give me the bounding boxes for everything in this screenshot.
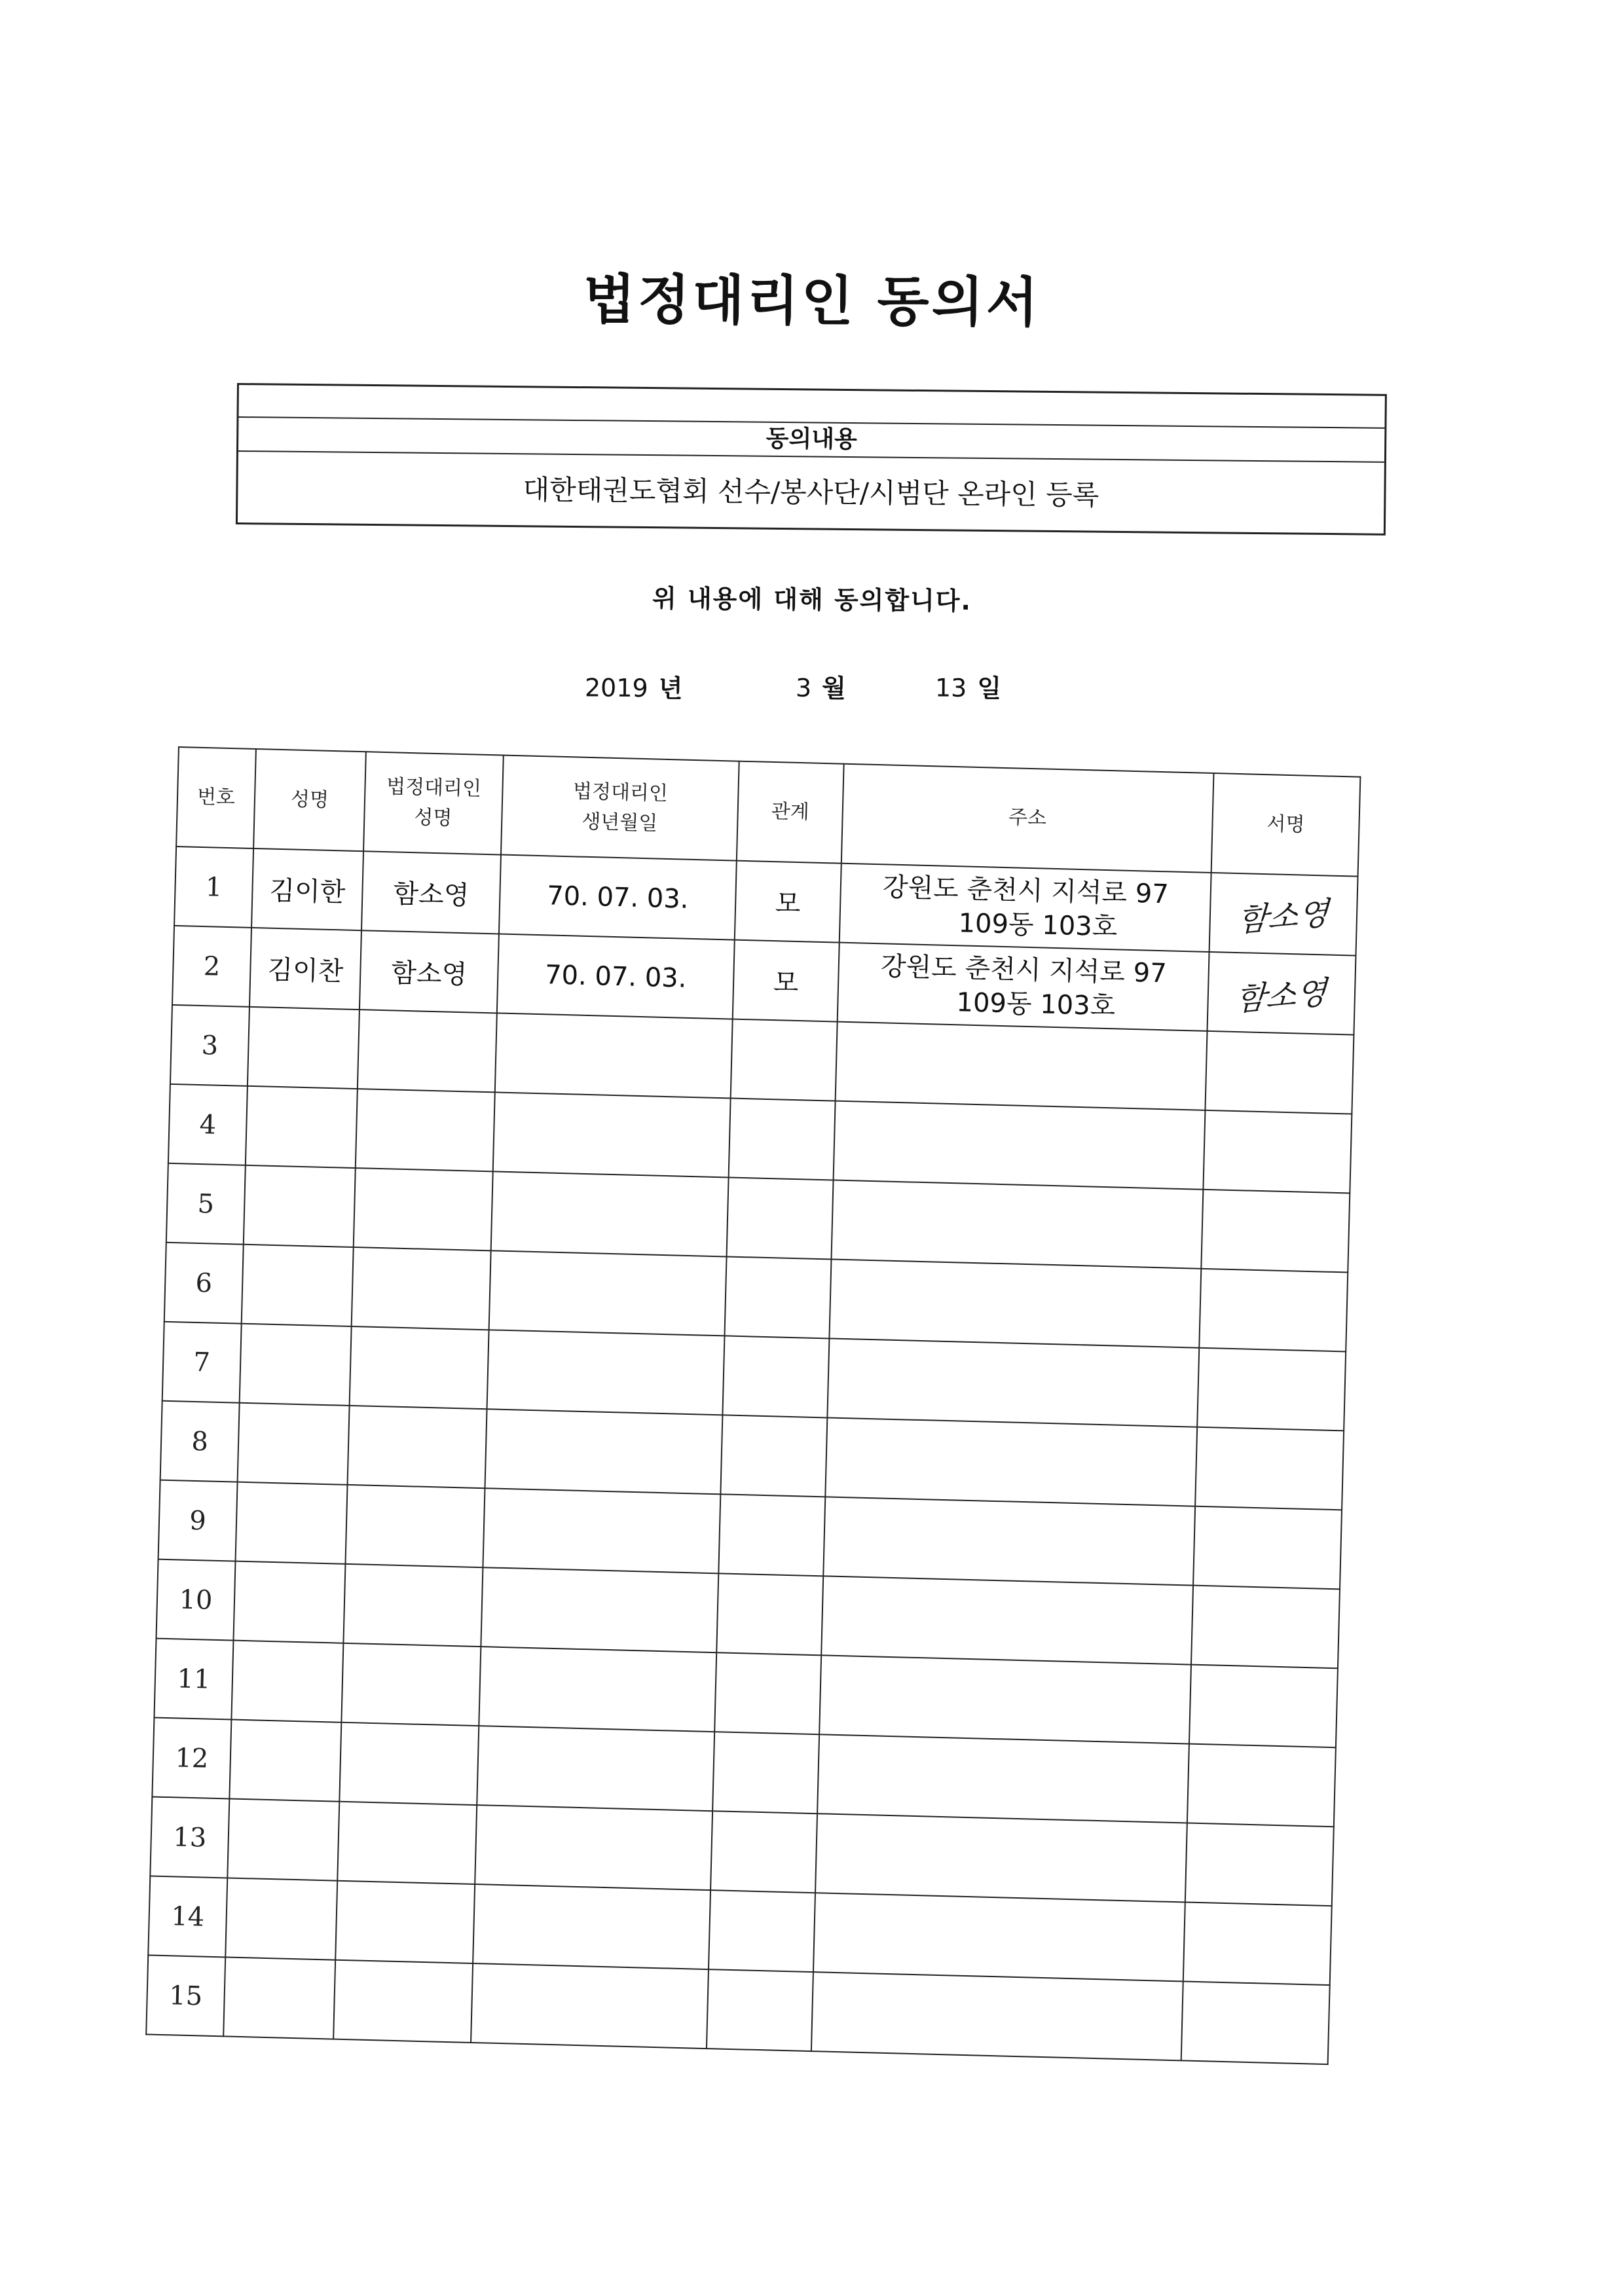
row-number: 2 — [172, 926, 251, 1007]
row-name — [236, 1482, 348, 1564]
row-rep-name — [343, 1564, 483, 1647]
row-signature — [1191, 1586, 1340, 1669]
row-rep-birth: 70. 07. 03. — [499, 855, 737, 940]
row-rep-name — [348, 1406, 487, 1488]
row-relation: 모 — [733, 940, 840, 1022]
row-address — [819, 1655, 1191, 1743]
row-rep-birth — [489, 1250, 727, 1336]
row-name — [223, 1957, 335, 2039]
row-signature — [1183, 1902, 1332, 1985]
row-address — [831, 1180, 1203, 1269]
date-year-value: 2019 — [584, 673, 648, 703]
row-address — [811, 1972, 1183, 2060]
row-address-line1: 강원도 춘천시 지석로 97 — [882, 871, 1170, 909]
row-number: 5 — [166, 1163, 246, 1245]
row-rep-birth — [491, 1171, 729, 1256]
row-address — [821, 1576, 1193, 1664]
handwritten-signature: 함소영 — [1236, 895, 1330, 939]
roster-body — [146, 847, 1357, 2064]
row-rep-birth — [483, 1488, 720, 1573]
row-relation — [714, 1652, 821, 1734]
row-relation — [724, 1256, 831, 1338]
date-month-value: 3 — [795, 673, 812, 702]
row-number: 11 — [154, 1639, 233, 1720]
row-rep-birth — [481, 1567, 718, 1652]
row-address — [829, 1259, 1201, 1347]
row-relation — [727, 1177, 834, 1259]
row-name — [238, 1403, 350, 1485]
row-relation — [731, 1019, 838, 1101]
row-rep-birth — [495, 1013, 733, 1098]
date-day-value: 13 — [934, 673, 967, 702]
row-address-line1: 강원도 춘천시 지석로 97 — [880, 951, 1168, 989]
row-signature — [1187, 1744, 1336, 1827]
row-relation — [716, 1573, 823, 1655]
row-number: 15 — [146, 1955, 225, 2036]
row-address — [825, 1417, 1197, 1506]
row-rep-name — [356, 1089, 495, 1171]
header-address: 주소 — [841, 764, 1214, 873]
row-name — [248, 1007, 360, 1089]
row-rep-birth — [487, 1330, 725, 1415]
row-number: 9 — [158, 1480, 238, 1561]
row-name — [244, 1165, 356, 1247]
row-address-line2: 109동 103호 — [956, 987, 1116, 1021]
row-rep-name — [333, 1960, 473, 2043]
row-rep-name — [354, 1168, 493, 1250]
row-name — [231, 1641, 343, 1722]
row-relation — [709, 1890, 815, 1972]
row-signature — [1185, 1823, 1334, 1906]
document-title: 법정대리인 동의서 — [583, 268, 1041, 335]
row-address — [838, 943, 1209, 1031]
row-relation — [710, 1811, 817, 1893]
row-relation — [722, 1336, 829, 1417]
row-rep-name — [358, 1010, 497, 1092]
row-name — [240, 1324, 352, 1406]
row-address — [817, 1734, 1189, 1823]
row-rep-name — [345, 1485, 485, 1567]
row-rep-name: 함소영 — [360, 930, 499, 1013]
roster-table — [145, 746, 1361, 2065]
row-signature — [1189, 1665, 1338, 1748]
row-signature — [1205, 1031, 1354, 1114]
agreement-statement: 위 내용에 대해 동의합니다. — [652, 583, 972, 616]
row-number: 10 — [157, 1559, 236, 1641]
row-name — [242, 1245, 354, 1326]
consent-content-box — [236, 383, 1387, 536]
row-relation: 모 — [735, 861, 841, 943]
row-address-line2: 109동 103호 — [958, 907, 1118, 942]
row-rep-name — [335, 1881, 475, 1963]
row-signature — [1209, 873, 1358, 956]
row-rep-name — [337, 1802, 477, 1884]
row-signature — [1197, 1348, 1346, 1431]
row-relation — [720, 1415, 827, 1497]
row-rep-birth — [471, 1963, 709, 2049]
header-name: 성명 — [253, 749, 366, 851]
row-rep-birth: 70. 07. 03. — [497, 934, 735, 1019]
row-signature — [1181, 1981, 1330, 2064]
row-rep-name — [350, 1326, 489, 1409]
row-rep-name — [341, 1643, 481, 1726]
row-relation — [729, 1099, 836, 1180]
row-address — [834, 1101, 1206, 1190]
row-rep-birth — [477, 1726, 714, 1811]
handwritten-signature: 함소영 — [1234, 974, 1328, 1019]
row-number: 4 — [168, 1084, 248, 1165]
row-relation — [718, 1494, 825, 1576]
header-relation: 관계 — [737, 761, 844, 864]
row-rep-birth — [493, 1092, 731, 1177]
date-month — [796, 668, 846, 704]
row-rep-name — [352, 1247, 491, 1330]
row-rep-birth — [473, 1884, 710, 1969]
date-year-unit: 년 — [658, 674, 683, 703]
row-number: 7 — [162, 1322, 242, 1403]
header-rep-birth — [501, 756, 739, 861]
row-name — [229, 1720, 341, 1802]
date-year — [585, 667, 683, 704]
row-rep-birth — [485, 1409, 722, 1494]
date-day — [935, 668, 1002, 704]
row-number: 12 — [152, 1718, 231, 1799]
row-name — [246, 1086, 358, 1168]
row-number: 1 — [174, 847, 253, 928]
consent-content-header: 동의내용 — [238, 418, 1384, 463]
row-address — [836, 1022, 1208, 1110]
row-name — [225, 1878, 337, 1959]
row-address — [815, 1813, 1187, 1902]
guardian-roster — [147, 746, 1360, 2023]
row-signature — [1193, 1506, 1342, 1590]
consent-content-body: 대한태권도협회 선수/봉사단/시범단 온라인 등록 — [523, 473, 1099, 511]
row-relation — [712, 1732, 819, 1813]
row-address — [823, 1497, 1195, 1585]
row-rep-birth — [479, 1647, 716, 1732]
row-signature — [1207, 952, 1356, 1035]
row-rep-birth — [475, 1805, 712, 1890]
row-number: 13 — [150, 1797, 229, 1878]
row-number: 8 — [160, 1401, 240, 1482]
row-signature — [1199, 1269, 1348, 1352]
row-relation — [707, 1969, 813, 2051]
row-signature — [1201, 1190, 1350, 1273]
header-rep-name-line1: 법정대리인 — [386, 775, 482, 801]
row-name — [233, 1561, 345, 1643]
row-address — [827, 1338, 1199, 1427]
header-no: 번호 — [176, 747, 256, 848]
row-address — [840, 864, 1211, 952]
row-name: 김이찬 — [249, 928, 361, 1010]
row-rep-name — [339, 1722, 479, 1805]
row-number: 14 — [148, 1876, 227, 1957]
row-address — [813, 1893, 1185, 1981]
row-signature — [1203, 1110, 1352, 1194]
row-rep-name: 함소영 — [361, 851, 501, 934]
header-rep-name — [363, 752, 504, 854]
row-signature — [1195, 1427, 1344, 1510]
row-number: 3 — [170, 1005, 249, 1086]
header-rep-name-line2: 성명 — [413, 806, 452, 830]
date-month-unit: 월 — [821, 674, 847, 703]
header-rep-birth-line1: 법정대리인 — [572, 780, 669, 805]
header-signature: 서명 — [1211, 773, 1361, 877]
date-day-unit: 일 — [977, 674, 1002, 703]
row-name — [227, 1798, 339, 1880]
row-name: 김이한 — [251, 848, 363, 930]
header-rep-birth-line2: 생년월일 — [581, 810, 658, 835]
row-number: 6 — [164, 1243, 244, 1324]
